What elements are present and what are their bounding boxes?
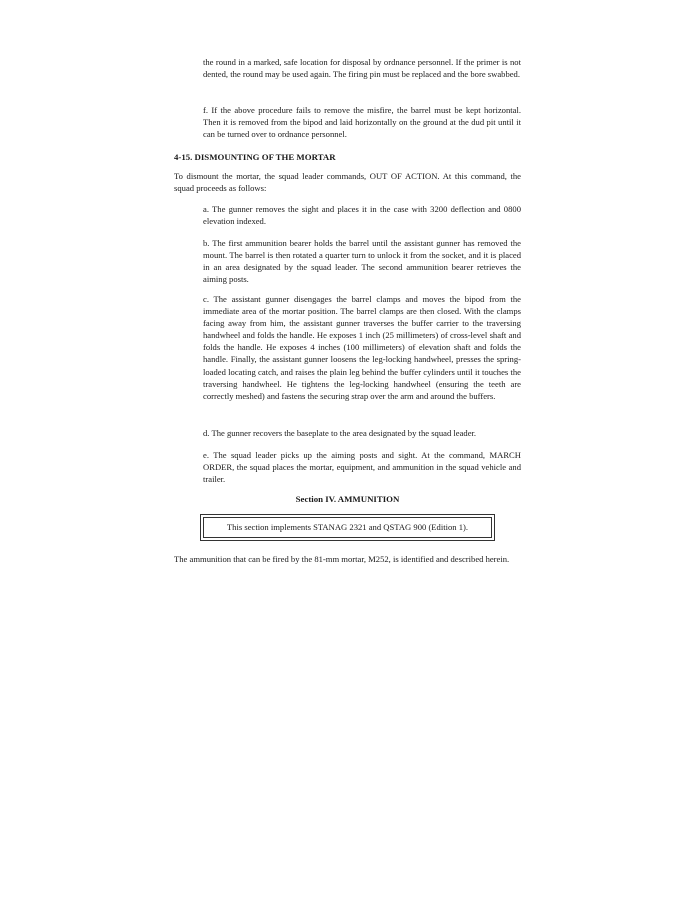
section-title-ammunition: Section IV. AMMUNITION <box>295 494 400 504</box>
dismount-intro-paragraph: To dismount the mortar, the squad leader commands, OUT OF ACTION. At this command, the squad proceeds as follows: <box>174 171 521 194</box>
implements-note-text: This section implements STANAG 2321 and QSTAG 900 (Edition 1). <box>203 517 492 538</box>
dismount-step-a: a. The gunner removes the sight and places it in the case with 3200 deflection and 0800 elevation indexed. <box>203 204 521 227</box>
dismount-step-d: d. The gunner recovers the baseplate to the area designated by the squad leader. <box>203 428 477 438</box>
dismount-step-b: b. The first ammunition bearer holds the barrel until the assistant gunner has removed the mount. The barrel is then rotated a quarter turn to unlock it from the socket, and it is placed in an area designated by the squad leader. The second ammunition bearer retrieves the aiming posts. <box>203 238 521 285</box>
implements-note-box <box>200 514 495 541</box>
ammunition-intro-paragraph: The ammunition that can be fired by the 81-mm mortar, M252, is identified and described herein. <box>174 554 510 564</box>
section-heading-dismounting: 4-15. DISMOUNTING OF THE MORTAR <box>174 152 336 162</box>
misfire-step-f-paragraph: f. If the above procedure fails to remove the misfire, the barrel must be kept horizontal. Then it is removed from the bipod and laid horizontally on the ground at the dud pit until it can be turned over to ordnance personnel. <box>203 105 521 140</box>
dismount-step-e: e. The squad leader picks up the aiming posts and sight. At the command, MARCH ORDER, the squad places the mortar, equipment, and ammunition in the squad vehicle and trailer. <box>203 450 521 485</box>
misfire-disposal-paragraph: the round in a marked, safe location for disposal by ordnance personnel. If the primer is not dented, the round may be used again. The firing pin must be replaced and the bore swabbed. <box>203 57 521 80</box>
dismount-step-c: c. The assistant gunner disengages the barrel clamps and moves the bipod from the immediate area of the mortar position. The barrel clamps are then closed. With the clamps facing away from him, the assistant gunner traverses the buffer carrier to the traversing handwheel and folds the handle. He exposes 1 inch (25 millimeters) of cross-level shaft and folds the handle. He exposes 4 inches (100 millimeters) of elevation shaft and folds the handle. Finally, the assistant gunner loosens the leg-locking handwheel, presses the spring-loaded locating catch, and raises the plain leg behind the buffer cylinders until it touches the traversing handwheel. He tightens the leg-locking handwheel (ensuring the teeth are correctly meshed) and fastens the securing strap over the arm and around the buffers. <box>203 294 521 401</box>
